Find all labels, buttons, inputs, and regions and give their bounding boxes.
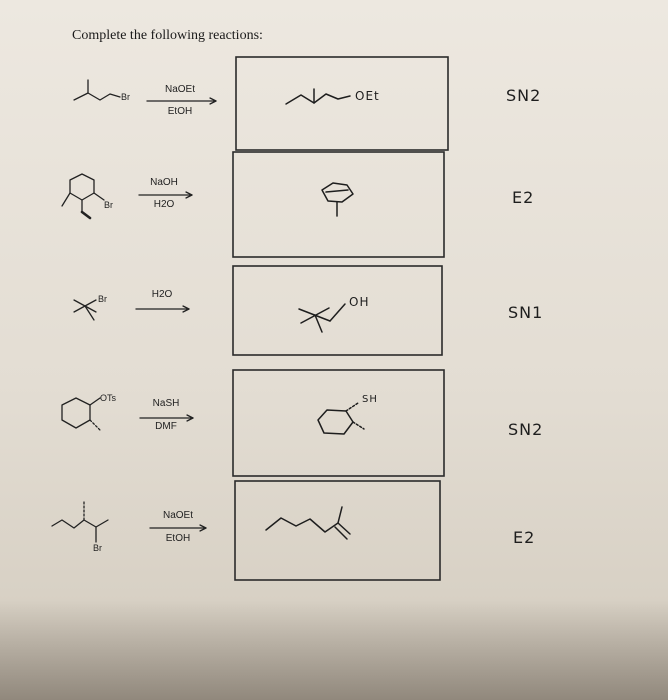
product-4-ring bbox=[318, 410, 353, 434]
product-3-group: OH bbox=[349, 295, 370, 309]
reaction-3-reagent: H2O bbox=[151, 289, 173, 300]
answer-box-4 bbox=[233, 370, 444, 476]
reaction-4-reagent: NaSH bbox=[152, 398, 180, 409]
product-4-group: SH bbox=[362, 394, 378, 405]
reactant-1-leaving-group: Br bbox=[121, 92, 130, 102]
mechanism-answer-3: SN1 bbox=[508, 303, 544, 322]
mechanism-answer-5: E2 bbox=[513, 528, 536, 547]
reaction-1-solvent: EtOH bbox=[167, 106, 193, 117]
product-1-skeleton bbox=[286, 94, 350, 104]
reaction-5-reagent: NaOEt bbox=[162, 510, 193, 521]
mechanism-answer-2: E2 bbox=[512, 188, 535, 207]
reaction-2-solvent: H2O bbox=[153, 199, 175, 210]
answer-box-3 bbox=[233, 266, 442, 355]
mechanism-answer-1: SN2 bbox=[506, 86, 542, 105]
reactant-2-leaving-group: Br bbox=[104, 200, 113, 210]
reaction-2-reagent: NaOH bbox=[150, 177, 178, 188]
reactant-3-leaving-group: Br bbox=[98, 294, 107, 304]
reactant-4-leaving-group: OTs bbox=[100, 393, 117, 403]
answer-box-2 bbox=[233, 152, 444, 257]
reactant-4-ring bbox=[62, 398, 90, 428]
reactant-1-skeleton bbox=[74, 93, 120, 100]
worksheet-title: Complete the following reactions: bbox=[72, 28, 263, 43]
product-5-skeleton bbox=[266, 518, 350, 534]
product-1-group: OEt bbox=[355, 89, 380, 103]
answer-box-1 bbox=[236, 57, 448, 150]
mechanism-answer-4: SN2 bbox=[508, 420, 544, 439]
reactant-5-leaving-group: Br bbox=[93, 543, 102, 553]
reaction-1-reagent: NaOEt bbox=[164, 84, 195, 95]
reaction-4-solvent: DMF bbox=[155, 421, 177, 432]
reaction-5-solvent: EtOH bbox=[165, 533, 191, 544]
reactant-5-skeleton bbox=[52, 520, 108, 528]
reactant-2-ring bbox=[70, 174, 94, 200]
